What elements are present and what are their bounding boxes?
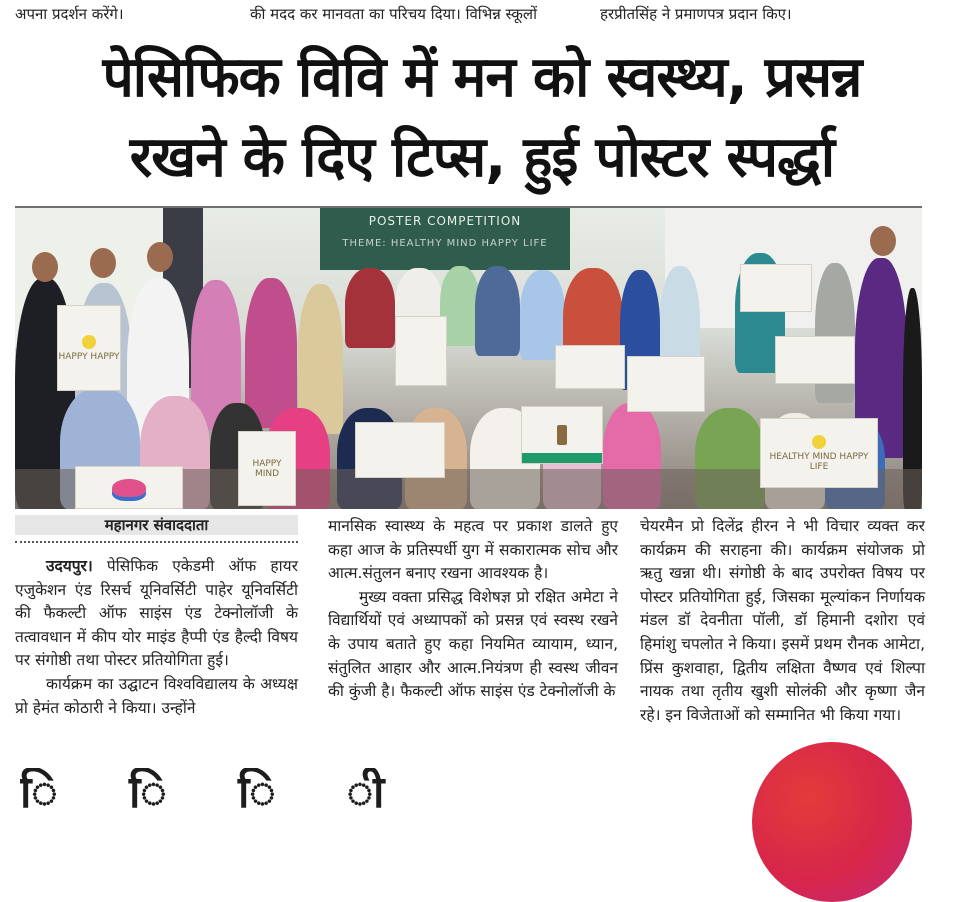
person-head (32, 252, 58, 282)
poster (775, 336, 855, 384)
poster (740, 264, 812, 312)
poster-text: HAPPY MIND (252, 458, 282, 479)
person (475, 266, 520, 356)
heart-drawing (112, 479, 146, 497)
article-paragraph: मानसिक स्वास्थ्य के महत्व पर प्रकाश डालते हुए कहा आज के प्रतिस्पर्धी युग में सकारात्मक सोच और आत्म.संतुलन बनाए रखना आवश्यक है। (328, 517, 618, 583)
person-head (90, 248, 116, 278)
advertisement-circle (752, 742, 912, 902)
article-paragraph: कार्यक्रम का उद्घाटन विश्वविद्यालय के अध्यक्ष प्रो हेमंत कोठारी ने किया। उन्होंने (15, 674, 298, 717)
poster (627, 356, 705, 412)
article-paragraph: मुख्य वक्ता प्रसिद्ध विशेषज्ञ प्रो रक्षित अमेटा ने विद्यार्थियों एवं अध्यापकों को प्रसन्न एवं स्वस्थ रखने के उपाय बताते हुए कहा नियमित व्यायाम, ध्यान, संतुलित आहार और आत्म.नियंत्रण ही स्वस्थ जीवन की कुंजी है। फैकल्टी ऑफ साइंस एंड टेक्नोलॉजी के (328, 587, 618, 701)
chalkboard (320, 208, 570, 270)
poster-grass (522, 453, 602, 463)
poster-text: HAPPY HAPPY (58, 351, 120, 362)
sun-drawing (82, 335, 96, 349)
next-story-headline: ि ि ि ी (20, 768, 445, 808)
article-headline-line2: रखने के दिए टिप्स, हुई पोस्टर स्पर्द्धा (129, 125, 835, 190)
paragraph-text: पेसिफिक एकेडमी ऑफ हायर एजुकेशन एंड रिसर्च यूनिवर्सिटी पाहेर यूनिवर्सिटी की फैकल्टी ऑफ साइंस एंड टेक्नोलॉजी के तत्वावधान में कीप योर माइंड हैप्पी एंड हैल्दी विषय पर संगोष्ठी तथा पोस्टर प्रतियोगिता हुई। (15, 557, 298, 670)
poster-text: HEALTHY MIND HAPPY LIFE (769, 451, 869, 472)
poster-face (355, 422, 445, 478)
tree-drawing (557, 425, 567, 445)
previous-story-tail-col1: अपना प्रदर्शन करेंगे। (15, 5, 124, 23)
poster (395, 316, 447, 386)
person (345, 268, 395, 348)
chalkboard-subtitle: THEME: HEALTHY MIND HAPPY LIFE (342, 238, 548, 249)
article-headline-line1: पेसिफिक विवि में मन को स्वस्थ्य, प्रसन्न (102, 45, 862, 110)
article-photo (15, 206, 922, 509)
poster-heart (75, 466, 183, 509)
previous-story-tail-col3: हरप्रीतसिंह ने प्रमाणपत्र प्रदान किए। (600, 5, 792, 23)
person-head (870, 226, 896, 256)
chalkboard-title: POSTER COMPETITION (368, 214, 522, 228)
article-column-2 (328, 515, 618, 704)
sun-drawing (812, 435, 826, 449)
poster-happy (57, 305, 121, 391)
article-paragraph (15, 555, 298, 673)
person-head (147, 242, 173, 272)
article-column-1 (15, 515, 298, 720)
article-paragraph: चेयरमैन प्रो दिलेंद्र हीरन ने भी विचार व्यक्त कर कार्यक्रम की सराहना की। कार्यक्रम संयोजक प्रो ऋतु खन्ना थी। संगोष्ठी के बाद उपरोक्त विषय पर पोस्टर प्रतियोगिता हुई, जिसका मूल्यांकन निर्णायक मंडल डॉ देवनीता पॉली, डॉ हिमानी दशोरा एवं हिमांशु चपलोत ने किया। इसमें प्रथम रौनक आमेटा, प्रिंस कुशवाहा, द्वितीय लक्षिता वैष्णव एवं शिल्पा नायक तथा तृतीय खुशी सोलंकी और कृष्णा जैन रहे। इन विजेताओं को सम्मानित भी किया गया। (640, 517, 925, 724)
dateline: उदयपुर। (46, 557, 93, 575)
poster (555, 345, 625, 389)
poster-healthy-mind (760, 418, 878, 488)
poster-tree (521, 406, 603, 464)
article-column-3 (640, 515, 925, 727)
byline-divider (15, 539, 298, 543)
poster-happy-mind (238, 431, 296, 506)
person (245, 278, 297, 428)
previous-story-tail-col2: की मदद कर मानवता का परिचय दिया। विभिन्न स्कूलों (250, 5, 537, 23)
byline: महानगर संवाददाता (15, 515, 298, 535)
